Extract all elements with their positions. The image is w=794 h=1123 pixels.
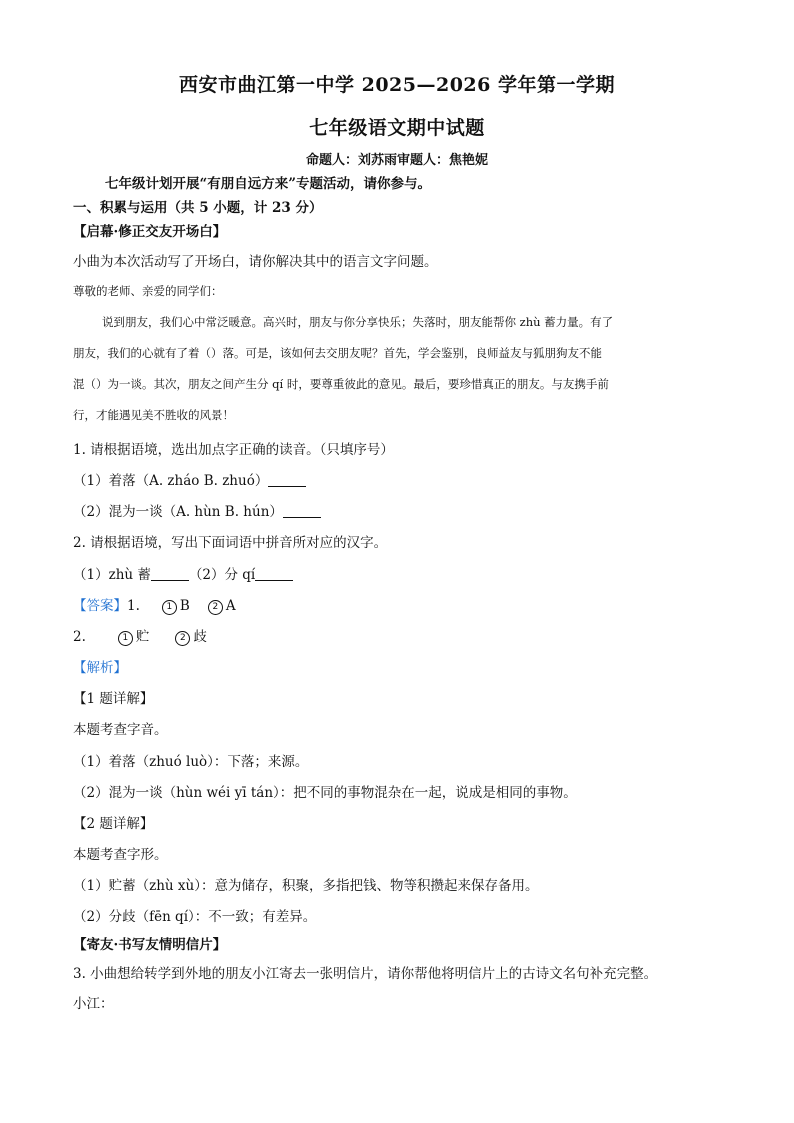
answer-q2-number: 2. — [73, 629, 86, 645]
q1-item-2-blank — [283, 505, 321, 518]
circled-number-1: 1 — [162, 600, 177, 615]
exam-title: 七年级语文期中试题 — [309, 117, 485, 139]
q2-items — [73, 563, 293, 583]
answer-q2-1: 贮 — [135, 629, 150, 645]
q2-item-1-text: （1）zhù 蓄 — [73, 567, 151, 583]
part2-title: 【寄友·书写友情明信片】 — [73, 937, 227, 953]
authors-line: 命题人：刘苏雨审题人：焦艳妮 — [305, 153, 488, 168]
passage-salutation: 尊敬的老师、亲爱的同学们： — [73, 284, 223, 298]
circled-number-2: 2 — [175, 631, 190, 646]
part1-description: 小曲为本次活动写了开场白，请你解决其中的语言文字问题。 — [73, 254, 438, 270]
school-title: 西安市曲江第一中学 2025—2026 学年第一学期 — [179, 74, 615, 96]
detail-1-line-1: （1）着落（zhuó luò）：下落；来源。 — [73, 754, 309, 770]
q1-item-2 — [73, 500, 321, 520]
q3-stem: 3. 小曲想给转学到外地的朋友小江寄去一张明信片，请你帮他将明信片上的古诗文名句补充完整。 — [73, 966, 658, 982]
q2-item-1-blank — [151, 568, 189, 581]
q2-item-2-text: （2）分 qí — [188, 567, 256, 583]
answer-q1-number: 1. — [127, 598, 140, 614]
q2-item-2-blank — [255, 568, 293, 581]
q1-item-1-blank — [268, 474, 306, 487]
q1-item-1-text: （1）着落（A. zháo B. zhuó） — [73, 473, 269, 489]
answer-line-1 — [73, 594, 236, 615]
answer-tag: 【答案】 — [73, 598, 127, 614]
detail-2-title: 【2 题详解】 — [73, 816, 154, 832]
q1-item-2-text: （2）混为一谈（A. hùn B. hún） — [73, 504, 283, 520]
passage-line-3: 混（）为一谈。其次，朋友之间产生分 qí 时，要尊重彼此的意见。最后，要珍惜真正的朋友。与友携手前 — [73, 377, 609, 391]
detail-1-intro: 本题考查字音。 — [73, 722, 168, 738]
answer-line-2 — [73, 625, 207, 646]
answer-q1-2: A — [225, 598, 236, 614]
intro-line: 七年级计划开展“有朋自远方来”专题活动，请你参与。 — [105, 176, 432, 192]
q1-item-1 — [73, 469, 306, 489]
answer-q1-1: B — [179, 598, 190, 614]
passage-line-1: 说到朋友，我们心中常泛暖意。高兴时，朋友与你分享快乐；失落时，朋友能帮你 zhù 蓄力量。有了 — [102, 315, 614, 329]
passage-line-2: 朋友，我们的心就有了着（）落。可是，该如何去交朋友呢？首先，学会鉴别，良师益友与狐朋狗友不能 — [73, 346, 602, 360]
detail-1-title: 【1 题详解】 — [73, 691, 154, 707]
q2-stem: 2. 请根据语境，写出下面词语中拼音所对应的汉字。 — [73, 535, 388, 551]
detail-2-line-1: （1）贮蓄（zhù xù）：意为储存，积聚，多指把钱、物等积攒起来保存备用。 — [73, 878, 539, 894]
answer-q2-2: 歧 — [193, 629, 207, 645]
section-heading: 一、积累与运用（共 5 小题，计 23 分） — [73, 200, 323, 216]
q1-stem: 1. 请根据语境，选出加点字正确的读音。（只填序号） — [73, 442, 394, 458]
detail-2-intro: 本题考查字形。 — [73, 847, 168, 863]
detail-2-line-2: （2）分歧（fēn qí）：不一致；有差异。 — [73, 909, 317, 925]
analysis-tag: 【解析】 — [73, 660, 127, 676]
detail-1-line-2: （2）混为一谈（hùn wéi yī tán）：把不同的事物混杂在一起，说成是相同的事物。 — [73, 785, 577, 801]
circled-number-2: 2 — [208, 600, 223, 615]
part1-title: 【启幕·修正交友开场白】 — [73, 224, 227, 240]
circled-number-1: 1 — [118, 631, 133, 646]
passage-line-4: 行，才能遇见美不胜收的风景！ — [73, 408, 234, 422]
q3-salutation: 小江： — [73, 996, 114, 1012]
